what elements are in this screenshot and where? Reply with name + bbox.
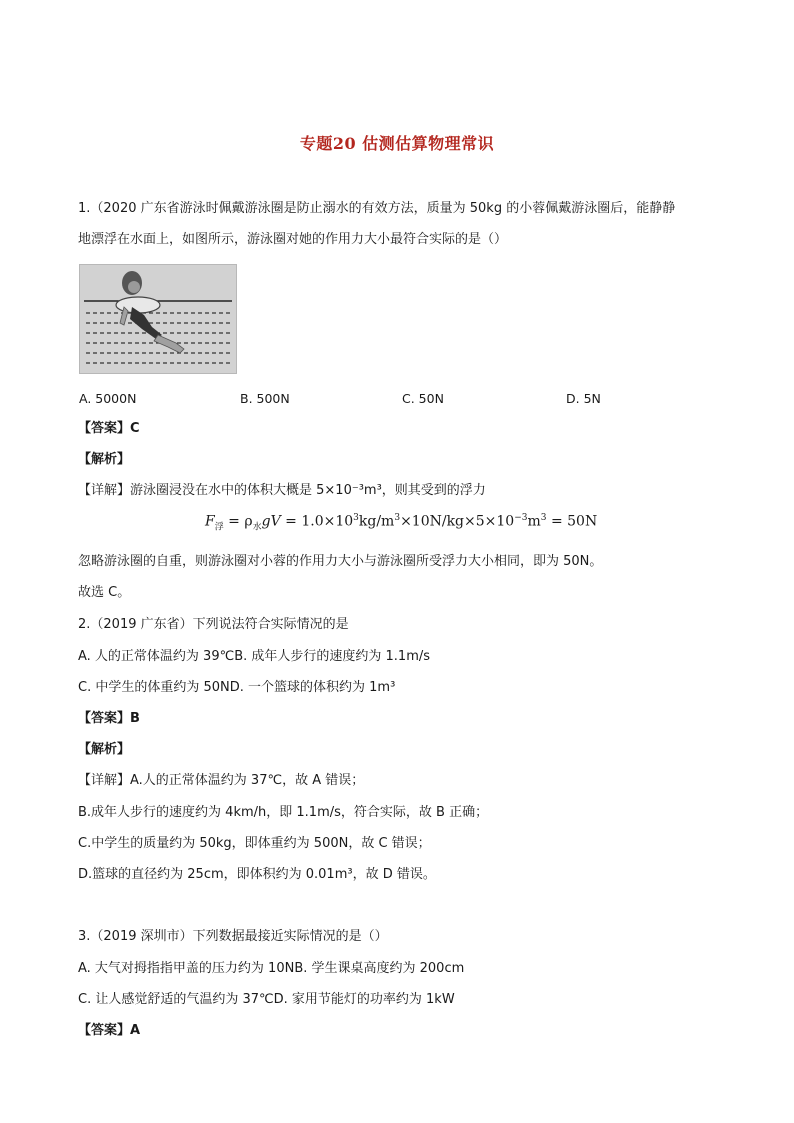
q1-final: 故选 C。 — [78, 585, 131, 600]
q3-stem: 3.（2019 深圳市）下列数据最接近实际情况的是（） — [78, 929, 388, 944]
swimmer-figure — [79, 264, 237, 374]
q2-stem: 2.（2019 广东省）下列说法符合实际情况的是 — [78, 617, 349, 632]
swimmer-illustration — [80, 265, 236, 373]
buoyancy-formula: $F_浮 = \rho_水gV = 1.0\times 10^3kg/m^3\times 10N/kg\times 5\times 10^{-3}m^3 = 50N$ — [205, 513, 598, 533]
q2-answer: 【答案】B — [78, 711, 140, 726]
q3-answer: 【答案】A — [78, 1023, 141, 1038]
q1-analysis-label: 【解析】 — [78, 452, 131, 467]
q1-conclusion: 忽略游泳圈的自重，则游泳圈对小蓉的作用力大小与游泳圈所受浮力大小相同，即为 50N。 — [78, 554, 603, 569]
q1-option-c: C. 50N — [402, 391, 444, 406]
q1-option-a: A. 5000N — [79, 391, 137, 406]
q1-stem-line2: 地漂浮在水面上，如图所示，游泳圈对她的作用力大小最符合实际的是（） — [78, 232, 508, 247]
q3-options-cd: C. 让人感觉舒适的气温约为 37℃D. 家用节能灯的功率约为 1kW — [78, 992, 455, 1007]
q2-options-cd: C. 中学生的体重约为 50ND. 一个篮球的体积约为 1m³ — [78, 680, 396, 695]
q1-stem-line1: 1.（2020 广东省游泳时佩戴游泳圈是防止溺水的有效方法，质量为 50kg 的小蓉佩戴游泳圈后，能静静 — [78, 201, 676, 216]
q2-options-ab: A. 人的正常体温约为 39℃B. 成年人步行的速度约为 1.1m/s — [78, 649, 431, 664]
q1-option-d: D. 5N — [566, 391, 601, 406]
q3-options-ab: A. 大气对拇指指甲盖的压力约为 10NB. 学生课桌高度约为 200cm — [78, 961, 465, 976]
q2-detail-b: B.成年人步行的速度约为 4km/h，即 1.1m/s，符合实际，故 B 正确； — [78, 805, 489, 820]
page-title: 专题20 估测估算物理常识 — [299, 134, 495, 153]
q2-analysis-label: 【解析】 — [78, 742, 131, 757]
q2-detail-c: C.中学生的质量约为 50kg，即体重约为 500N，故 C 错误； — [78, 836, 431, 851]
q1-detail: 【详解】游泳圈浸没在水中的体积大概是 5×10⁻³m³，则其受到的浮力 — [78, 483, 486, 498]
q2-detail-d: D.篮球的直径约为 25cm，即体积约为 0.01m³，故 D 错误。 — [78, 867, 436, 882]
q1-answer: 【答案】C — [78, 421, 140, 436]
q1-option-b: B. 500N — [240, 391, 290, 406]
q2-detail-a: 【详解】A.人的正常体温约为 37℃，故 A 错误； — [78, 773, 365, 788]
